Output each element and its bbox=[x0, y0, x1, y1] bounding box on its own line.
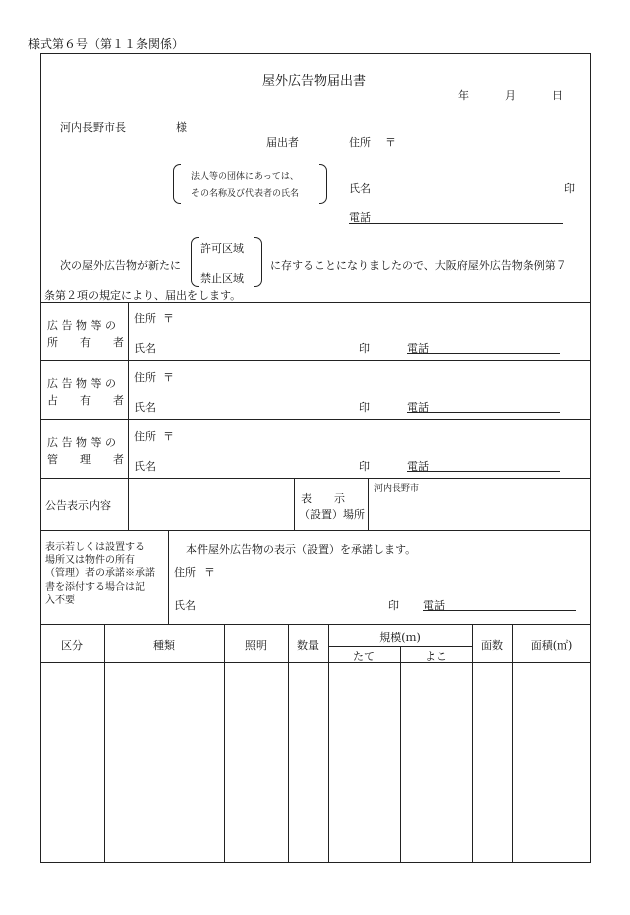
divider-owner bbox=[40, 360, 591, 361]
date-year-label: 年 bbox=[458, 89, 469, 102]
header-quantity: 数量 bbox=[297, 639, 319, 652]
addressee: 河内長野市長 bbox=[60, 121, 126, 134]
divider-display bbox=[40, 530, 591, 531]
place-divider-right bbox=[368, 478, 369, 530]
display-content-field[interactable] bbox=[131, 482, 293, 528]
cell-height[interactable] bbox=[329, 663, 399, 861]
header-area: 面積(㎡) bbox=[530, 639, 573, 652]
occupant-phone-label: 電話 bbox=[407, 401, 429, 414]
applicant-note-line2: その名称及び代表者の氏名 bbox=[191, 189, 300, 199]
statement-line2: 条第２項の規定により、届出をします。 bbox=[44, 289, 242, 302]
zone-option-prohibited[interactable]: 禁止区域 bbox=[200, 272, 244, 285]
occupant-label-line2: 占 有 者 bbox=[47, 394, 124, 407]
header-width: よこ bbox=[425, 650, 447, 663]
owner-postal-mark: 〒 bbox=[163, 312, 174, 325]
manager-name-label: 氏名 bbox=[134, 460, 156, 473]
place-divider-left bbox=[294, 478, 295, 530]
cell-width[interactable] bbox=[401, 663, 471, 861]
consent-phone-label: 電話 bbox=[423, 599, 445, 612]
consent-label bbox=[45, 541, 155, 607]
display-place-label1: 表 示 bbox=[301, 492, 345, 505]
consent-label-line1: 表示若しくは設置する bbox=[45, 542, 145, 553]
zone-bracket-left bbox=[191, 237, 199, 287]
consent-seal-mark: 印 bbox=[388, 599, 399, 612]
owner-address-label: 住所 bbox=[134, 312, 156, 325]
party-label-divider bbox=[128, 302, 129, 530]
owner-seal-mark: 印 bbox=[359, 342, 370, 355]
consent-label-line2: 場所又は物件の所有 bbox=[45, 555, 135, 567]
occupant-phone-field[interactable] bbox=[407, 412, 560, 413]
occupant-address-label: 住所 bbox=[134, 371, 156, 384]
manager-phone-field[interactable] bbox=[407, 471, 560, 472]
owner-label-line2: 所 有 者 bbox=[47, 336, 124, 349]
date-month-label: 月 bbox=[505, 89, 516, 102]
header-scale: 規模(ｍ) bbox=[379, 631, 421, 644]
occupant-name-label: 氏名 bbox=[134, 401, 156, 414]
occupant-seal-mark: 印 bbox=[359, 401, 370, 414]
divider-occupant bbox=[40, 419, 591, 420]
manager-label-line2: 管 理 者 bbox=[47, 453, 124, 466]
header-height: たて bbox=[353, 650, 375, 663]
header-faces: 面数 bbox=[481, 639, 503, 652]
divider-header bbox=[40, 302, 591, 303]
owner-phone-field[interactable] bbox=[407, 353, 560, 354]
manager-postal-mark: 〒 bbox=[163, 430, 174, 443]
consent-name-label: 氏名 bbox=[174, 599, 196, 612]
cell-area[interactable] bbox=[513, 663, 589, 861]
occupant-label-line1: 広 告 物 等 の bbox=[47, 377, 116, 390]
form-number: 様式第６号（第１１条関係） bbox=[28, 37, 185, 51]
applicant-phone-label: 電話 bbox=[349, 211, 371, 224]
consent-divider bbox=[168, 530, 169, 624]
consent-label-line4: 書を添付する場合は記 bbox=[45, 581, 145, 593]
consent-phone-field[interactable] bbox=[423, 610, 576, 611]
manager-label-line1: 広 告 物 等 の bbox=[47, 436, 116, 449]
applicant-address-label: 住所 bbox=[349, 136, 371, 149]
consent-statement: 本件屋外広告物の表示（設置）を承諾します。 bbox=[186, 543, 417, 556]
zone-option-permitted[interactable]: 許可区域 bbox=[200, 242, 244, 255]
cell-quantity[interactable] bbox=[289, 663, 327, 861]
applicant-note-line1: 法人等の団体にあっては、 bbox=[191, 172, 299, 182]
cell-type[interactable] bbox=[105, 663, 223, 861]
divider-manager bbox=[40, 478, 591, 479]
honorific: 様 bbox=[176, 121, 187, 134]
applicant-phone-field[interactable] bbox=[349, 223, 563, 224]
applicant-label: 届出者 bbox=[266, 136, 299, 149]
divider-consent bbox=[40, 624, 591, 625]
statement-prefix: 次の屋外広告物が新たに bbox=[60, 259, 181, 272]
manager-seal-mark: 印 bbox=[359, 460, 370, 473]
display-place-field[interactable] bbox=[372, 494, 587, 528]
consent-postal-mark: 〒 bbox=[204, 566, 215, 579]
owner-label-line1: 広 告 物 等 の bbox=[47, 319, 116, 332]
owner-name-label: 氏名 bbox=[134, 342, 156, 355]
consent-label-line3: （管理）者の承諾※承諾 bbox=[45, 568, 155, 580]
header-lighting: 照明 bbox=[245, 639, 267, 652]
display-place-city: 河内長野市 bbox=[374, 484, 420, 494]
header-type: 種類 bbox=[153, 639, 175, 652]
applicant-name-label: 氏名 bbox=[349, 182, 371, 195]
header-category: 区分 bbox=[61, 639, 83, 652]
cell-category[interactable] bbox=[41, 663, 103, 861]
display-content-label: 公告表示内容 bbox=[45, 499, 111, 512]
statement-suffix: に存することになりましたので、大阪府屋外広告物条例第７ bbox=[270, 259, 567, 272]
applicant-postal-mark: 〒 bbox=[385, 136, 396, 149]
date-day-label: 日 bbox=[552, 89, 563, 102]
manager-phone-label: 電話 bbox=[407, 460, 429, 473]
consent-address-label: 住所 bbox=[174, 566, 196, 579]
cell-lighting[interactable] bbox=[225, 663, 287, 861]
owner-phone-label: 電話 bbox=[407, 342, 429, 355]
display-place-label2: （設置）場所 bbox=[299, 508, 365, 521]
consent-label-line5: 入不要 bbox=[45, 594, 75, 606]
occupant-postal-mark: 〒 bbox=[163, 371, 174, 384]
cell-faces[interactable] bbox=[473, 663, 511, 861]
zone-bracket-right bbox=[254, 237, 262, 287]
form-title: 屋外広告物届出書 bbox=[262, 74, 367, 89]
note-bracket-left bbox=[173, 164, 181, 204]
note-bracket-right bbox=[319, 164, 327, 204]
applicant-seal-mark: 印 bbox=[564, 182, 575, 195]
manager-address-label: 住所 bbox=[134, 430, 156, 443]
